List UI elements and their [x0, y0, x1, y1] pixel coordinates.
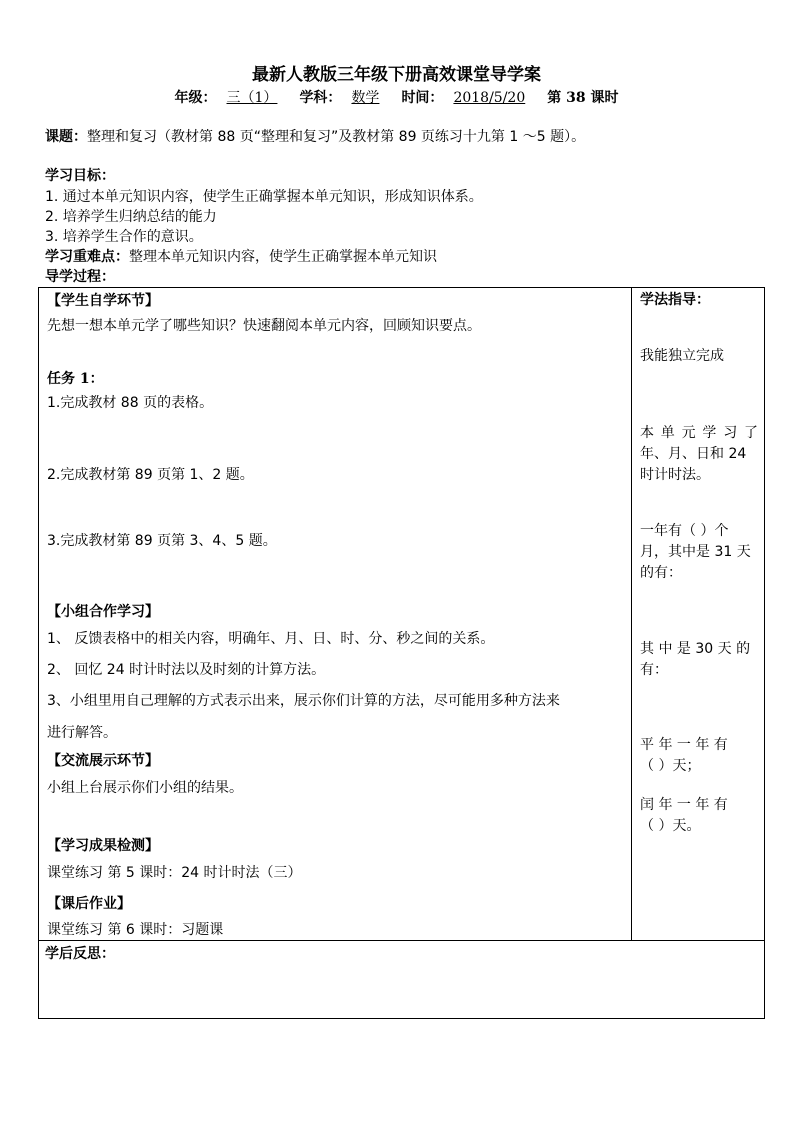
guide-months: 一年有（ ）个: [640, 523, 729, 539]
group-item: 1、 反馈表格中的相关内容，明确年、月、日、时、分、秒之间的关系。: [47, 631, 495, 647]
header-meta: [0, 87, 793, 107]
grade-label: 年级：: [174, 90, 217, 106]
guide-independent: 我能独立完成: [640, 348, 724, 364]
lesson-table: [38, 287, 765, 1019]
time-label: 时间：: [401, 90, 444, 106]
guide-cell: [632, 288, 765, 941]
exchange-header: 【交流展示环节】: [47, 753, 159, 769]
guide-unit-note: 年、月、日和 24: [640, 446, 747, 462]
reflection-cell[interactable]: [39, 941, 765, 1019]
guide-unit-note: 本 单 元 学 习 了: [640, 425, 758, 441]
guide-common-year: （ ）天；: [640, 758, 701, 774]
objective-item: 1. 通过本单元知识内容，使学生正确掌握本单元知识，形成知识体系。: [45, 189, 483, 205]
group-item: 2、 回忆 24 时计时法以及时刻的计算方法。: [47, 662, 326, 678]
grade-value: 三（1）: [226, 90, 278, 106]
guide-30-days: 其 中 是 30 天 的: [640, 641, 751, 657]
lesson-number: 第 38 课时: [547, 90, 619, 106]
objectives-label: 学习目标：: [45, 168, 115, 184]
topic-line: [45, 126, 585, 146]
key-points-line: [45, 246, 437, 266]
task-item: 3.完成教材第 89 页第 3、4、5 题。: [47, 533, 277, 549]
page-title: 最新人教版三年级下册高效课堂导学案: [252, 65, 541, 85]
guide-months: 月，其中是 31 天: [640, 544, 751, 560]
group-item: 3、小组里用自己理解的方式表示出来，展示你们计算的方法，尽可能用多种方法来: [47, 693, 560, 709]
task-item: 1.完成教材 88 页的表格。: [47, 395, 214, 411]
subject-label: 学科：: [299, 90, 342, 106]
exchange-text: 小组上台展示你们小组的结果。: [47, 780, 243, 796]
subject-value: 数学: [351, 90, 380, 106]
group-item: 进行解答。: [47, 725, 117, 741]
key-points-text: 整理本单元知识内容，使学生正确掌握本单元知识: [129, 249, 437, 265]
guide-leap-year: 闰 年 一 年 有: [640, 797, 728, 813]
guide-30-days: 有：: [640, 662, 668, 678]
objective-item: 3. 培养学生合作的意识。: [45, 229, 203, 245]
guide-common-year: 平 年 一 年 有: [640, 737, 728, 753]
self-study-text: 先想一想本单元学了哪些知识？快速翻阅本单元内容，回顾知识要点。: [47, 318, 481, 334]
objective-item: 2. 培养学生归纳总结的能力: [45, 209, 217, 225]
guide-months: 的有：: [640, 565, 682, 581]
time-value: 2018/5/20: [453, 90, 526, 106]
self-study-header: 【学生自学环节】: [47, 293, 159, 309]
group-header: 【小组合作学习】: [47, 604, 159, 620]
guide-header: 学法指导：: [640, 292, 710, 308]
process-label: 导学过程：: [45, 269, 115, 285]
guide-leap-year: （ ）天。: [640, 818, 701, 834]
check-text: 课堂练习 第 5 课时：24 时计时法（三）: [47, 865, 302, 881]
guide-unit-note: 时计时法。: [640, 467, 710, 483]
homework-text: 课堂练习 第 6 课时：习题课: [47, 922, 224, 938]
homework-header: 【课后作业】: [47, 896, 131, 912]
task-label: 任务 1：: [47, 371, 104, 387]
check-header: 【学习成果检测】: [47, 838, 159, 854]
topic-label: 课题：: [45, 129, 87, 145]
task-item: 2.完成教材第 89 页第 1、2 题。: [47, 467, 254, 483]
key-points-label: 学习重难点：: [45, 249, 129, 265]
topic-text: 整理和复习（教材第 88 页“整理和复习”及教材第 89 页练习十九第 1 ～5 题）。: [87, 129, 586, 145]
reflection-label: 学后反思：: [45, 946, 115, 962]
main-content-cell: [39, 288, 632, 941]
